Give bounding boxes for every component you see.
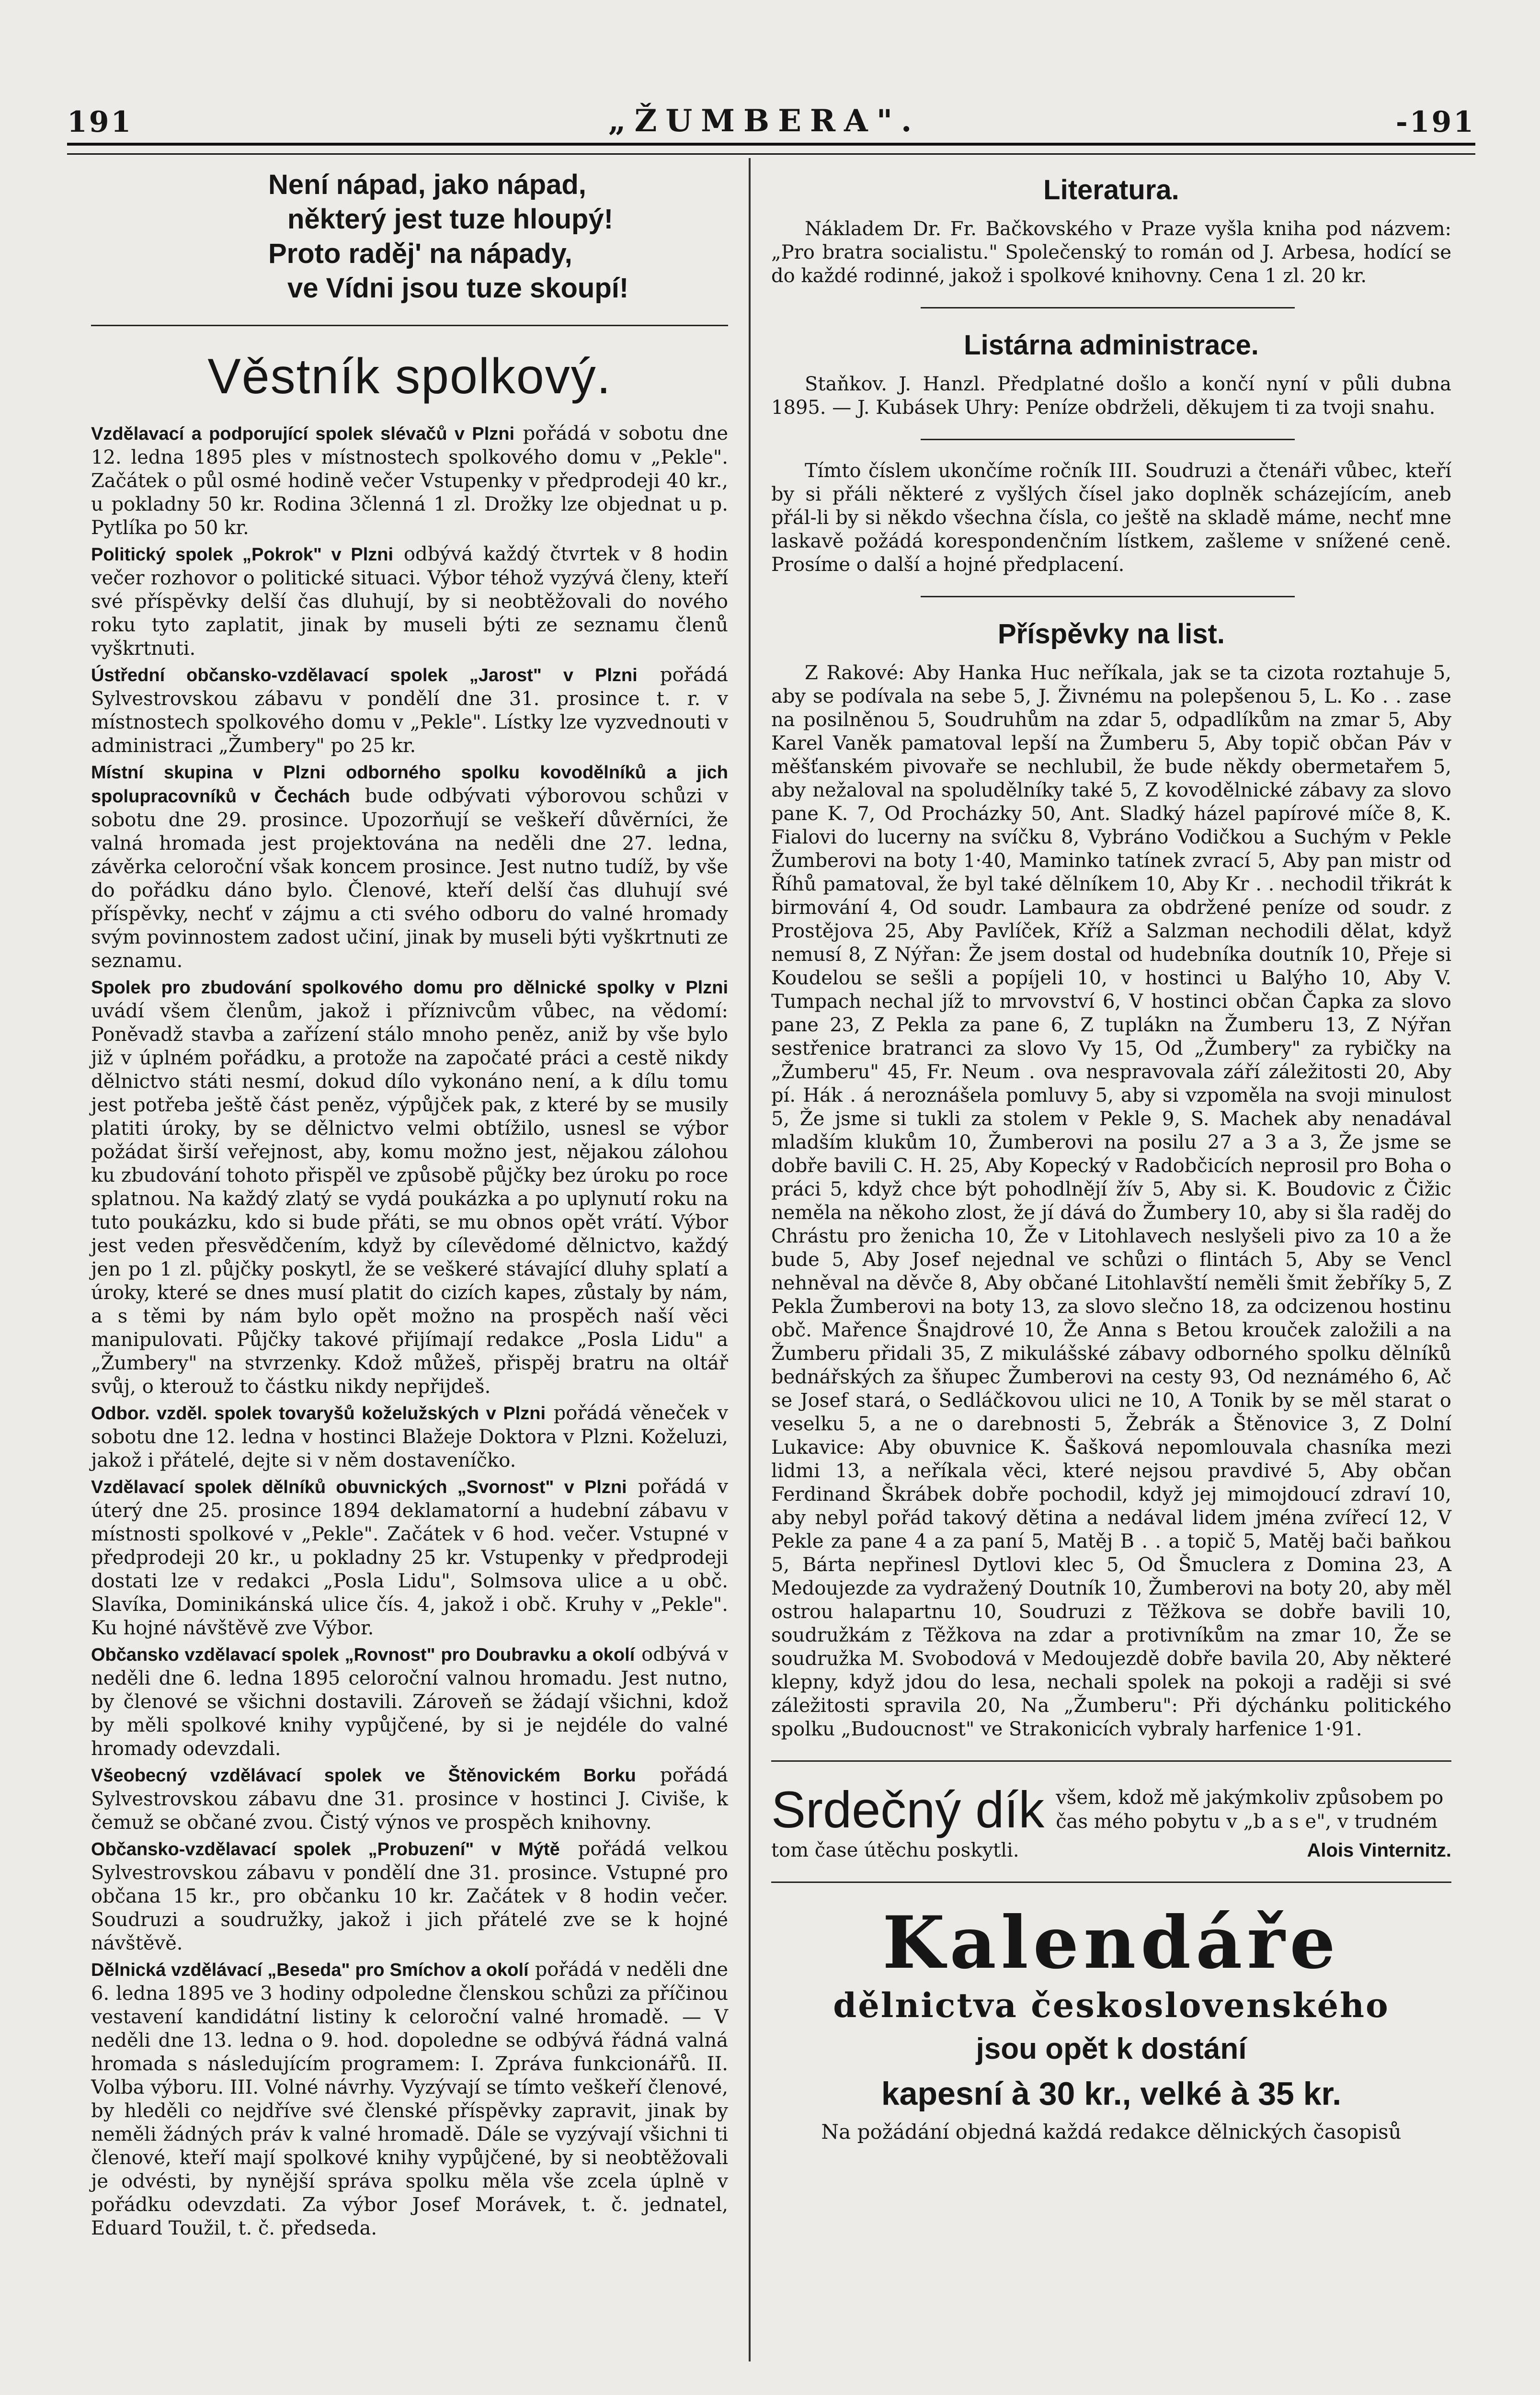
calendar-advertisement	[771, 1902, 1451, 2147]
thanks-signature: Alois Vinternitz.	[1307, 1840, 1451, 1861]
notice-lead: Spolek pro zbudování spolkového domu pro dělnické spolky v Plzni	[91, 978, 728, 998]
admin-text: Staňkov. J. Hanzl. Předplatné došlo a končí nyní v půli dubna 1895. — J. Kubásek Uhry: Peníze obdrželi, děkujem ti za tvoji snahu.	[771, 373, 1451, 419]
notice-text: pořádá v úterý dne 25. prosince 1894 deklamatorní a hudební zábavu v místnosti spolkové v „Pekle". Začátek v 6 hod. večer. Vstupné v předprodeji 20 kr., u pokladny 25 kr. Vstupenky v předprodeji dostati lze v redakci „Posla Lidu", Solmsova ulice a u obč. Slavíka, Dominikánská ulice čís. 4, jakož i obč. Kruhy v „Pekle". Ku hojné návštěvě zve Výbor.	[91, 1476, 729, 1639]
poem-line: ve Vídni jsou tuze skoupí!	[287, 273, 629, 304]
notice-text: odbývá každý čtvrtek v 8 hodin večer rozhovor o politické situaci. Výbor téhož vyzývá členy, kteří své příspěvky delší čas dluhují, by si neobtěžovali do nového roku tyto zaplatit, jinak by museli býti ze seznamu členů vyškrtnuti.	[91, 543, 728, 660]
page-number-right: -191	[1395, 105, 1475, 139]
notice-text: pořádá věneček v sobotu dne 12. ledna v hostinci Blažeje Doktora v Plzni. Koželuzi, jakož i přátelé, dejte si v něm dostaveníčko.	[91, 1402, 728, 1471]
notice-text: Tímto číslem ukončíme ročník III. Soudruzi a čtenáři vůbec, kteří by si přáli některé z vyšlých čísel jako doplněk scházejícím, aneb přál-li by si někdo všechna čísla, co ještě na skladě máme, nechť mne laskavě požádá korespondenčním lístkem, zašleme v snížené ceně. Prosíme o další a hojné předplacení.	[771, 460, 1451, 576]
header-rule	[67, 143, 1475, 155]
notice-lead: Místní skupina v Plzni odborného spolku kovodělníků a jich spolupracovníků v Čechách	[91, 763, 728, 807]
notice-lead: Dělnická vzdělávací „Beseda" pro Smíchov a okolí	[91, 1960, 529, 1980]
notice-paragraph	[91, 761, 728, 973]
notice-lead: Odbor. vzděl. spolek tovaryšů koželužských v Plzni	[91, 1403, 546, 1424]
thanks-tail	[771, 1838, 1451, 1862]
contributions-text: Z Rakové: Aby Hanka Huc neříkala, jak se ta cizota roztahuje 5, aby se podívala na sebe 5, J. Živnému na polepšenou 5, L. Ko . . zase na posilněnou 5, Soudruhům na zdar 5, odpadlíkům na zmar 5, Aby Karel Vaněk pamatoval lepší na Žumberu 5, Aby topič občan Páv v měšťanském pivovaře se nechlubil, že bude někdy obermetařem 5, aby nežaloval na spoludělníky také 5, Z kovodělnické zábavy za slovo pane K. 7, Od Procházky 50, Ant. Sladký házel papírové míče 8, K. Fialovi do lucerny na svíčku 8, Vybráno Vodičkou a Suchým v Pekle Žumberovi na boty 1·40, Maminko tatínek zvrací 5, Aby pan mistr od Říhů pamatoval, že byl také dělníkem 10, Aby Kr . . nechodil třikrát k birmování 4, Od soudr. Lambaura za obdržené peníze od soudr. z Prostějova 25, Aby Pavlíček, Kříž a Salzman nechodili dělat, když nemusí 8, Z Nýřan: Že jsem dostal od hudebníka doutník 10, Přeje si Koudelou se sešli a popíjeli 10, v hostinci u Balýho 10, Aby V. Tumpach nechal jíž to mrvovství 6, V hostinci občan Čapka za slovo pane 23, Z Pekla za pane 6, Z tuplákn na Žumberu 13, Z Nýřan sestřenice bratranci za slovo Vy 15, Od „Žumbery" za rybičky na „Žumberu" 45, Fr. Neum . ova nespravovala září záležitosti 20, Aby pí. Hák . á neroznášela pomluvy 5, aby si vzpoměla na svoji minulost 5, Že jsme si tukli za stolem v Pekle 9, S. Machek aby nenadával mladším klukům 10, Žumberovi na posilu 27 a 3 a 3, Že jsme se dobře bavili C. H. 25, Aby Kopecký v Radobčicích neprosil pro Boha o práci 5, když chce být pohodlnějí žív 5, Aby si. K. Boudovic z Čižic neměla na někoho zlost, že jí dává do Žumbery 10, aby si šla raděj do Chrástu pro ženicha 10, Že v Litohlavech neslyšeli pivo za 10 a že bude 5, Aby Josef nejednal ve schůzi o flintách 5, Aby se Vencl nehněval na děvče 8, Aby občané Litohlavští neměli šmit žebříky 5, Z Pekla Žumberovi na boty 13, za slovo slečno 18, za odcizenou hostinu obč. Mařence Šnajdrové 10, Že Anna s Betou krouček založili a na Žumberu přidali 35, Z mikulášské zábavy odborného spolku dělníků bednářských za šňupec Žumberovi na cesty 93, Od neznámého 6, Ač se Josef stará, o Sedláčkovou ulici ne 10, A Tonik by se měl starat o veselku 5, a ne o darebnosti 5, Žebrák a Štěnovice 3, Z Dolní Lukavice: Aby obuvnice K. Šašková nepomlouvala chasníka mezi lidmi 13, a neříkala věci, které nejsou pravdivé 5, Aby občan Ferdinand Škrábek dobře pochodil, když jej mimojdoucí zdraví 10, aby nebyl pořád takový dětina a nedával lidem jména zvířecí 12, V Pekle za pane 4 a za paní 5, Matěj B . . a topič 5, Matěj bači baňkou 5, Bárta nepřinesl Dytlovi klec 5, Od Šmuclera z Domina 23, A Medoujezde za vydražený Doutník 10, Žumberovi na boty 20, aby měl ostrou halapartnu 10, Soudruzi z Těžkova se dobře bavili 10, soudružkám z Těžkova na zdar a protivníkům na zmar 10, Že se soudružka M. Svobodová v Medoujezdě dobře bavila 20, Aby některé klepny, když jdou do lesa, nechali spolek na pokoji a raději si své záležitosti spravila 20, Na „Žumberu": Při dýchánku politického spolku „Budoucnost" ve Strakonicích vybraly harfenice 1·91.	[771, 662, 1451, 1740]
column-divider	[749, 158, 751, 2361]
notice-lead: Všeobecný vzdělávací spolek ve Štěnovickém Borku	[91, 1766, 636, 1786]
ad-subtitle: dělnictva československého	[833, 1985, 1390, 2025]
section-rule	[921, 439, 1295, 440]
notice-paragraph	[91, 422, 728, 540]
notice-lead: Vzdělavací spolek dělníků obuvnických „Svornost" v Plzni	[91, 1477, 627, 1497]
literature-text: Nákladem Dr. Fr. Bačkovského v Praze vyšla kniha pod názvem: „Pro bratra socialistu." Společenský to román od J. Arbesa, hodící se do každé rodinné, jakož i spolkové knihovny. Cena 1 zl. 20 kr.	[771, 218, 1451, 287]
poem-line: Není nápad, jako nápad,	[268, 169, 586, 200]
notice-text: pořádá v sobotu dne 12. ledna 1895 ples v místnostech spolkového domu v „Pekle". Začátek o půl osmé hodině večer Vstupenky v předprodeji 40 kr., u pokladny 50 kr. Rodina 3členná 1 zl. Drožky lze objednat u p. Pytlíka po 50 kr.	[91, 422, 728, 539]
poem-line: Proto raděj' na nápady,	[268, 238, 572, 269]
section-rule	[771, 1882, 1451, 1883]
notice-paragraph	[91, 976, 728, 1399]
section-rule	[771, 1760, 1451, 1762]
ad-title: Kalendáře	[882, 1901, 1340, 1985]
ad-note: Na požádání objedná každá redakce dělnických časopisů	[821, 2120, 1402, 2144]
epigram-poem	[268, 168, 728, 306]
page-number-left: 191	[67, 105, 133, 139]
thanks-heading: Srdečný dík	[771, 1780, 1045, 1838]
notice-lead: Ústřední občansko-vzdělavací spolek „Jarost" v Plzni	[91, 665, 638, 685]
section-rule	[921, 307, 1295, 308]
masthead-title: „ŽUMBERA".	[608, 103, 921, 139]
notice-paragraph	[91, 663, 728, 758]
notice-paragraph	[91, 1643, 728, 1761]
notice-paragraph	[91, 543, 728, 661]
notice-text: odbývá v neděli dne 6. ledna 1895 celoroční valnou hromadu. Jest nutno, by členové se všichni dostavili. Zároveň se žádají všichni, kdož by měli spolkové knihy vypůjčené, by si je nejdéle do valné hromady odevzdali.	[91, 1643, 728, 1760]
notice-lead: Politický spolek „Pokrok" v Plzni	[91, 545, 394, 565]
thanks-text: všem, kdož mě jakýmkoliv způsobem po čas mého pobytu v „b a s e", v trudném	[1056, 1787, 1444, 1833]
section-title-prispevky: Příspěvky na list.	[998, 618, 1225, 650]
notice-text: uvádí všem členům, jakož i příznivcům vůbec, na vědomí: Poněvadž stavba a zařízení stálo mnoho peněz, aniž by vše bylo již v úplném pořádku, a protože na započaté práci a cestě nikdy dělnictvo státi nesmí, dokud dílo vykonáno není, a k dílu tomu jest potřeba ještě část peněz, výpůjček pak, z které by se musily platiti úroky, by se dělnictvo velmi obtížilo, usnesl se výbor požádat širší veřejnost, aby, komu možno jest, nějakou zálohou ku zbudování tohoto přispěl ve způsobě půjčky bez úroku po roce splatnou. Na každý zlatý se vydá poukázka a po uplynutí roku na tuto poukázku, kdo si bude přáti, se mu obnos opět vrátí. Výbor jest veden přesvědčením, když by cílevědomé dělnictvo, každý jen po 1 zl. půjčky poskytl, že se veškeré stávající dluhy splatí a úroky, které se dnes musí platit do cizích kapes, zůstaly by nám, a s těmi by nám bylo opět možno na prospěch naší věci manipulovati. Půjčky takové přijímají redakce „Posla Lidu" a „Žumbery" na stvrzenky. Kdož můžeš, přispěj bratru na oltář svůj, o kterouž to částku nikdy nepřijdeš.	[91, 1000, 728, 1398]
notice-text: pořádá Sylvestrovskou zábavu v pondělí dne 31. prosince t. r. v místnostech spolkového domu v „Pekle". Lístky lze vyzvednouti v administraci „Žumbery" po 25 kr.	[91, 664, 728, 757]
notice-paragraph	[91, 1475, 728, 1640]
ad-availability: jsou opět k dostání	[976, 2032, 1247, 2065]
left-column	[91, 168, 728, 2243]
thanks-notice	[771, 1781, 1451, 1838]
notice-lead: Občansko vzdělavací spolek „Rovnost" pro Doubravku a okolí	[91, 1645, 635, 1665]
notice-paragraph	[91, 1837, 728, 1955]
notice-text: pořádá velkou Sylvestrovskou zábavu v pondělí dne 31. prosince. Vstupné pro občana 15 kr., pro občanku 10 kr. Začátek v 8 hodin večer. Soudruzi a soudružky, jakož i jich přátelé zve se k hojné návštěvě.	[91, 1838, 728, 1954]
section-rule	[91, 325, 728, 326]
section-title-listarna: Listárna administrace.	[964, 330, 1259, 361]
poem-line: některý jest tuze hloupý!	[287, 204, 614, 235]
notice-paragraph	[91, 1764, 728, 1835]
notice-lead: Vzdělavací a podporující spolek slévačů v Plzni	[91, 424, 515, 444]
notice-paragraph	[91, 1958, 728, 2240]
running-head	[67, 86, 1475, 139]
section-title-vestnik: Věstník spolkový.	[207, 349, 612, 404]
notice-paragraph	[91, 1402, 728, 1472]
notice-text: pořádá Sylvestrovskou zábavu dne 31. prosince v hostinci J. Civiše, k čemuž se občané zvou. Čistý výnos ve prospěch knihovny.	[91, 1764, 728, 1834]
section-rule	[921, 596, 1295, 597]
notice-text: bude odbývati výborovou schůzi v sobotu dne 29. prosince. Upozorňují se veškeří důvěrníci, že valná hromada jest projektována na neděli dne 27. ledna, závěrka celoroční však koncem prosince. Jest nutno tudíž, by vše do pořádku dáno bylo. Členové, kteří delší čas dluhují své příspěvky, nechť v zájmu a cti svého odboru do valné hromady svým povinnostem zadost učiní, jinak by museli býti vyškrtnuti ze seznamu.	[91, 785, 728, 972]
notice-lead: Občansko-vzdělavací spolek „Probuzení" v Mýtě	[91, 1839, 560, 1859]
ad-price: kapesní à 30 kr., velké à 35 kr.	[881, 2076, 1342, 2112]
right-column	[771, 168, 1451, 2147]
notice-text: pořádá v neděli dne 6. ledna 1895 ve 3 hodiny odpoledne členskou schůzi za příčinou vestavení kandidátní listiny k celoroční valné hromadě. — V neděli dne 13. ledna o 9. hod. dopoledne se odbývá řádná valná hromada s následujícím programem: I. Zpráva funkcionářů. II. Volba výboru. III. Volné návrhy. Vyzývají se tímto veškeří členové, by hleděli co nejdříve své členské příspěvky zapravit, jinak by neměli žádných práv k valné hromadě. Dále se vyzývají všichni ti členové, kteří mají spolkové knihy vypůjčené, by si neobtěžovali je odvésti, by nynější správa spolku měla vše zcela úplně v pořádku odevzdati. Za výbor Josef Morávek, t. č. jednatel, Eduard Toužil, t. č. předseda.	[91, 1959, 729, 2239]
section-title-literatura: Literatura.	[1043, 174, 1179, 205]
thanks-tail-text: tom čase útěchu poskytli.	[771, 1839, 1019, 1861]
